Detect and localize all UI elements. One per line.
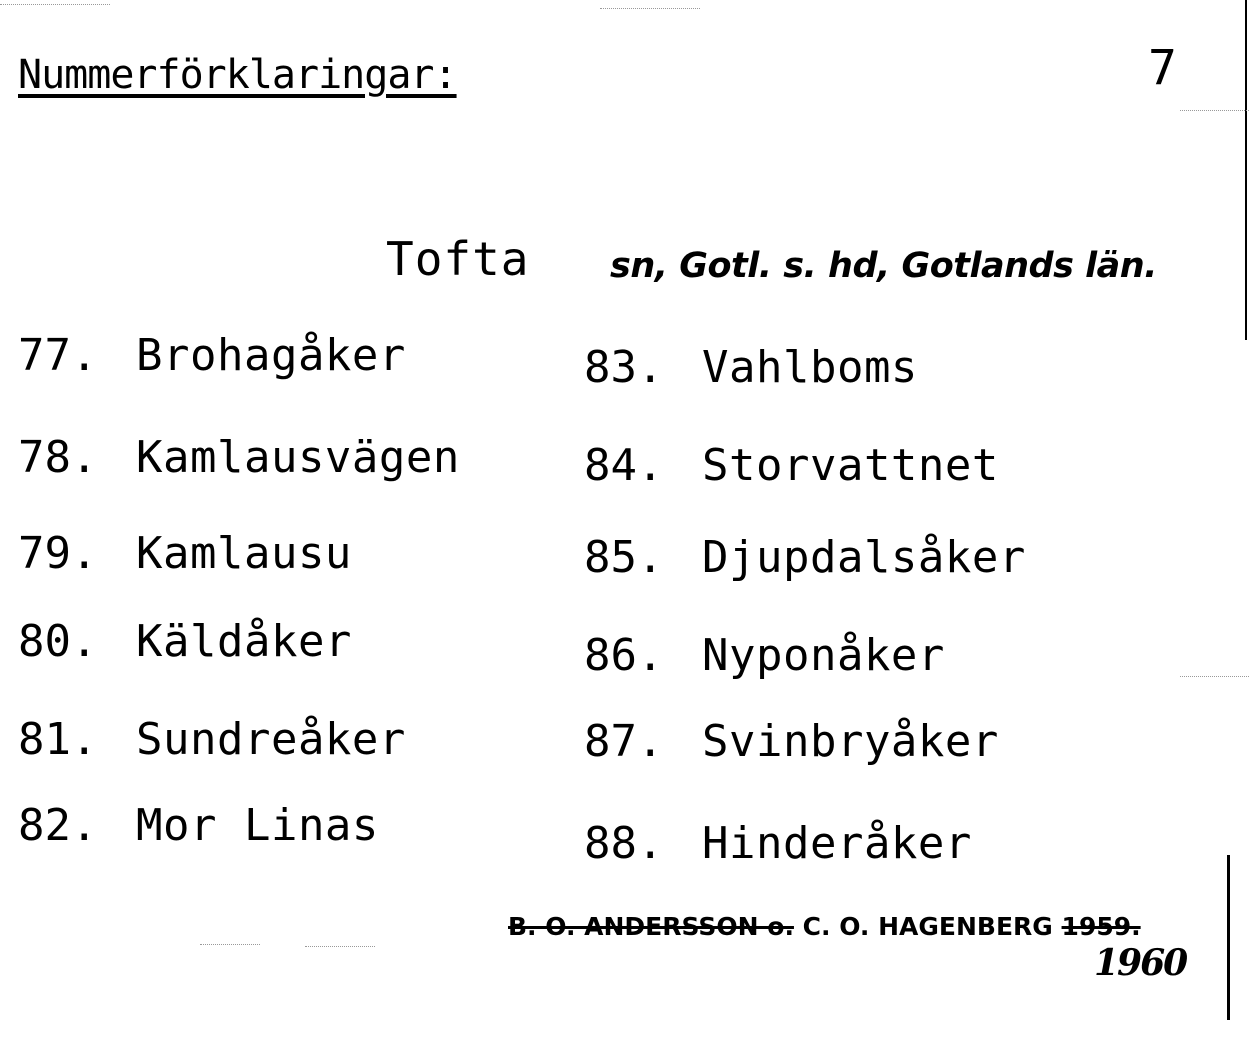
list-item xyxy=(584,440,999,491)
entry-name: Kamlausvägen xyxy=(136,432,460,483)
entry-name: Nyponåker xyxy=(702,630,945,681)
scan-artifact xyxy=(1180,110,1249,111)
entry-name: Vahlboms xyxy=(702,342,918,393)
scan-artifact xyxy=(600,8,700,9)
list-item xyxy=(584,532,1026,583)
entry-number: 77. xyxy=(18,330,98,381)
entry-name: Mor Linas xyxy=(136,800,379,851)
entry-number: 86. xyxy=(584,630,664,681)
list-item xyxy=(584,818,972,869)
entry-name: Storvattnet xyxy=(702,440,999,491)
author-name: C. O. HAGENBERG xyxy=(802,912,1053,941)
parish-name: Tofta xyxy=(386,232,530,286)
struck-year: 1959. xyxy=(1061,912,1141,941)
page-title: Nummerförklaringar: xyxy=(18,52,457,98)
entry-name: Kamlausu xyxy=(136,528,352,579)
entry-number: 85. xyxy=(584,532,664,583)
entry-number: 82. xyxy=(18,800,98,851)
parish-description: sn, Gotl. s. hd, Gotlands län. xyxy=(610,246,1157,286)
entry-name: Svinbryåker xyxy=(702,716,999,767)
scan-artifact xyxy=(200,944,260,945)
entry-number: 87. xyxy=(584,716,664,767)
list-item xyxy=(584,716,999,767)
entry-number: 78. xyxy=(18,432,98,483)
entry-name: Brohagåker xyxy=(136,330,406,381)
entry-number: 80. xyxy=(18,616,98,667)
entry-name: Djupdalsåker xyxy=(702,532,1026,583)
list-item xyxy=(18,714,406,765)
handwritten-year: 1960 xyxy=(1094,942,1187,984)
list-item xyxy=(18,528,352,579)
scan-artifact xyxy=(0,4,110,5)
entry-number: 88. xyxy=(584,818,664,869)
entry-name: Sundreåker xyxy=(136,714,406,765)
entry-number: 84. xyxy=(584,440,664,491)
footer-credit xyxy=(508,912,1141,941)
list-item xyxy=(18,330,406,381)
entry-name: Käldåker xyxy=(136,616,352,667)
entry-number: 79. xyxy=(18,528,98,579)
list-item xyxy=(584,630,945,681)
list-item xyxy=(584,342,918,393)
list-item xyxy=(18,800,379,851)
entry-name: Hinderåker xyxy=(702,818,972,869)
struck-author-prefix: B. O. ANDERSSON o. xyxy=(508,912,794,941)
page-number: 7 xyxy=(1148,40,1177,96)
entry-number: 81. xyxy=(18,714,98,765)
list-item xyxy=(18,432,460,483)
scan-artifact xyxy=(305,946,375,947)
card-edge-line xyxy=(1227,855,1230,1020)
list-item xyxy=(18,616,352,667)
scan-artifact xyxy=(1180,676,1249,677)
entry-number: 83. xyxy=(584,342,664,393)
card-edge-line xyxy=(1245,0,1247,340)
